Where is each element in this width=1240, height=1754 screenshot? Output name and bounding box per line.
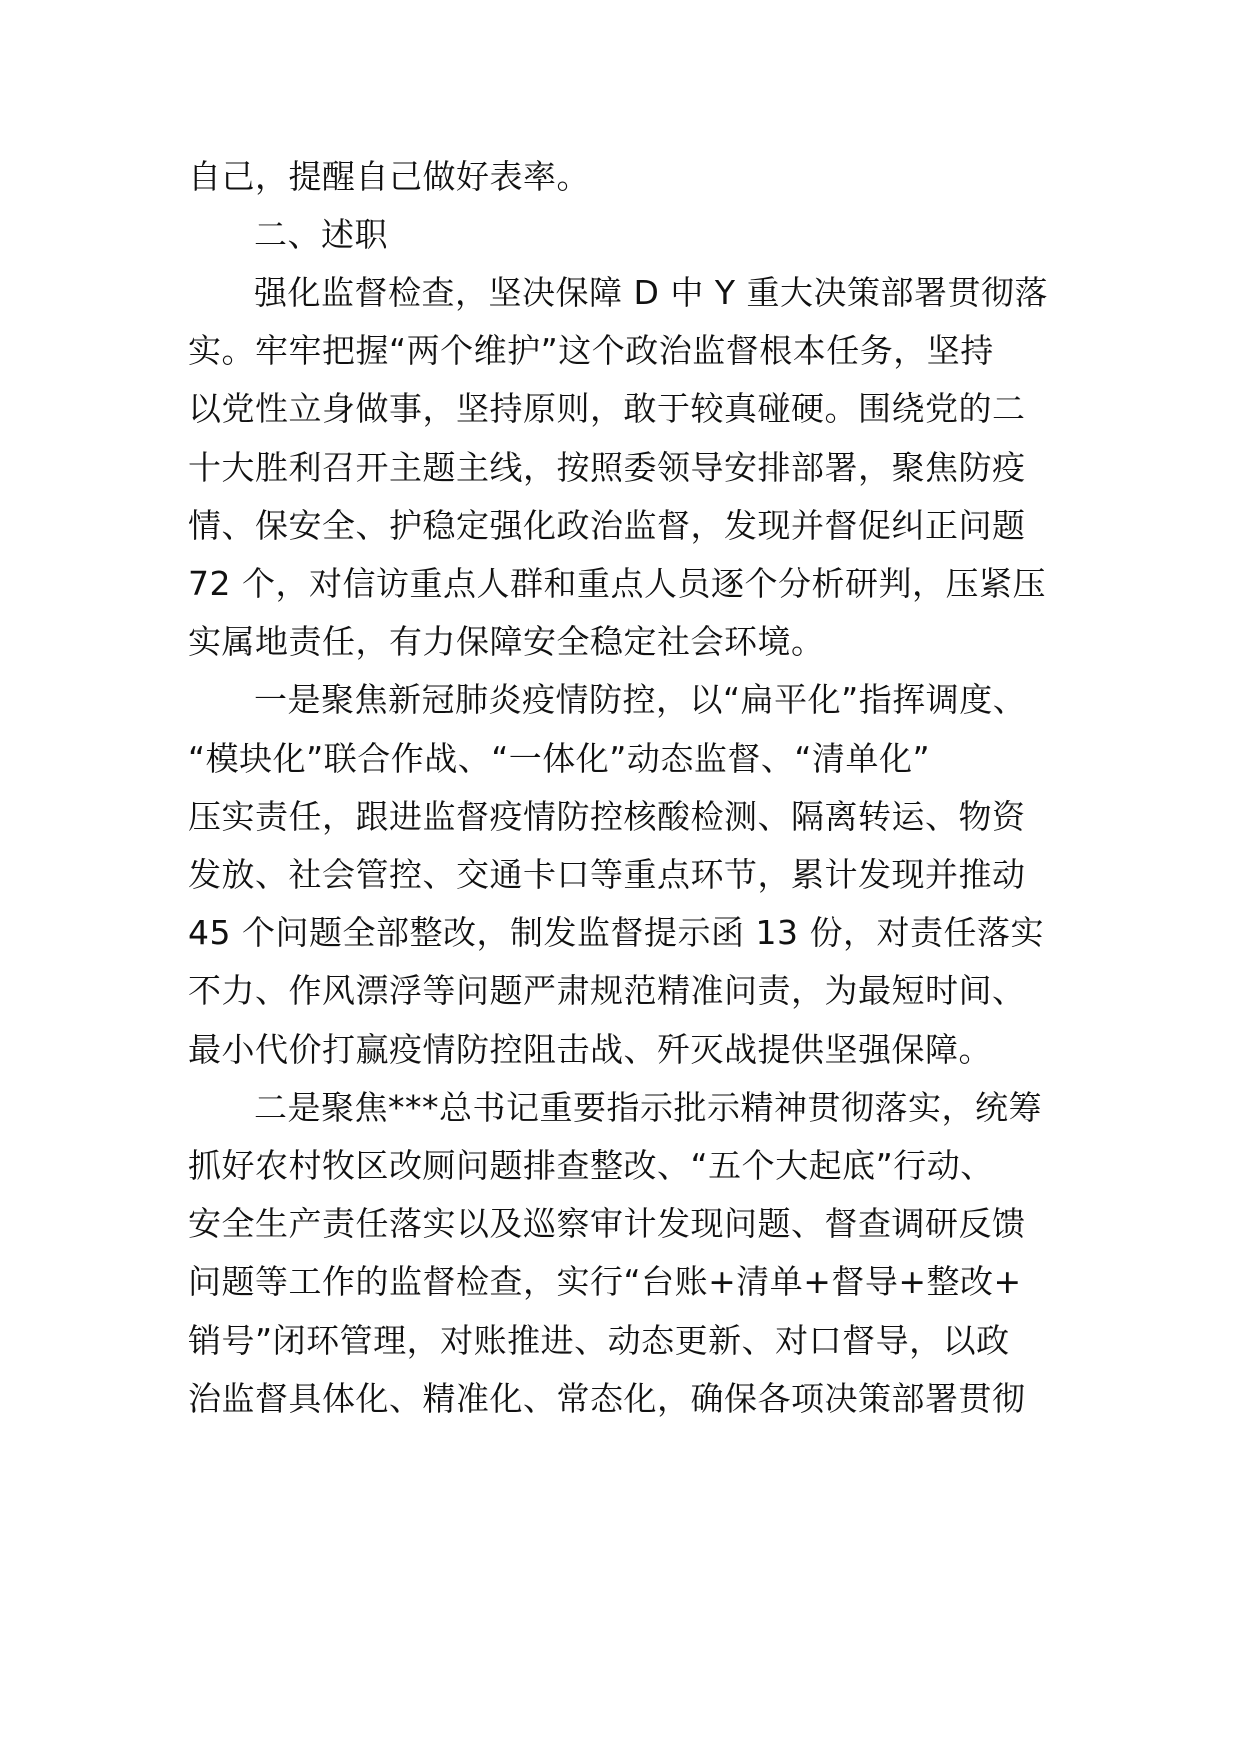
text-line: 最小代价打赢疫情防控阻击战、歼灭战提供坚强保障。 [188, 1030, 992, 1069]
text-line: 45 个问题全部整改，制发监督提示函 13 份，对责任落实 [188, 913, 1044, 952]
text-line: 二是聚焦***总书记重要指示批示精神贯彻落实，统筹 [254, 1088, 1042, 1127]
text-line: 实属地责任，有力保障安全稳定社会环境。 [188, 622, 825, 661]
text-line: 实。牢牢把握“两个维护”这个政治监督根本任务，坚持 [188, 331, 994, 370]
text-line: 一是聚焦新冠肺炎疫情防控，以“扁平化”指挥调度、 [254, 680, 1027, 719]
section-heading: 二、述职 [254, 215, 388, 254]
text-line: 以党性立身做事，坚持原则，敢于较真碰硬。围绕党的二 [188, 389, 1026, 428]
text-line: 72 个，对信访重点人群和重点人员逐个分析研判，压紧压 [188, 564, 1046, 603]
text-line: 不力、作风漂浮等问题严肃规范精准问责，为最短时间、 [188, 971, 1026, 1010]
text-line: 发放、社会管控、交通卡口等重点环节，累计发现并推动 [188, 855, 1026, 894]
text-line: 压实责任，跟进监督疫情防控核酸检测、隔离转运、物资 [188, 797, 1026, 836]
text-line: “模块化”联合作战、“一体化”动态监督、“清单化” [188, 739, 931, 778]
text-line: 抓好农村牧区改厕问题排查整改、“五个大起底”行动、 [188, 1146, 994, 1185]
text-line: 安全生产责任落实以及巡察审计发现问题、督查调研反馈 [188, 1204, 1026, 1243]
text-line: 强化监督检查，坚决保障 D 中 Y 重大决策部署贯彻落 [254, 273, 1049, 312]
text-line: 自己，提醒自己做好表率。 [188, 157, 590, 196]
text-line: 情、保安全、护稳定强化政治监督，发现并督促纠正问题 [188, 506, 1026, 545]
text-line: 十大胜利召开主题主线，按照委领导安排部署，聚焦防疫 [188, 448, 1026, 487]
text-line: 治监督具体化、精准化、常态化，确保各项决策部署贯彻 [188, 1379, 1026, 1418]
text-line: 问题等工作的监督检查，实行“台账+清单+督导+整改+ [188, 1262, 1022, 1301]
text-line: 销号”闭环管理，对账推进、动态更新、对口督导，以政 [188, 1321, 1010, 1360]
